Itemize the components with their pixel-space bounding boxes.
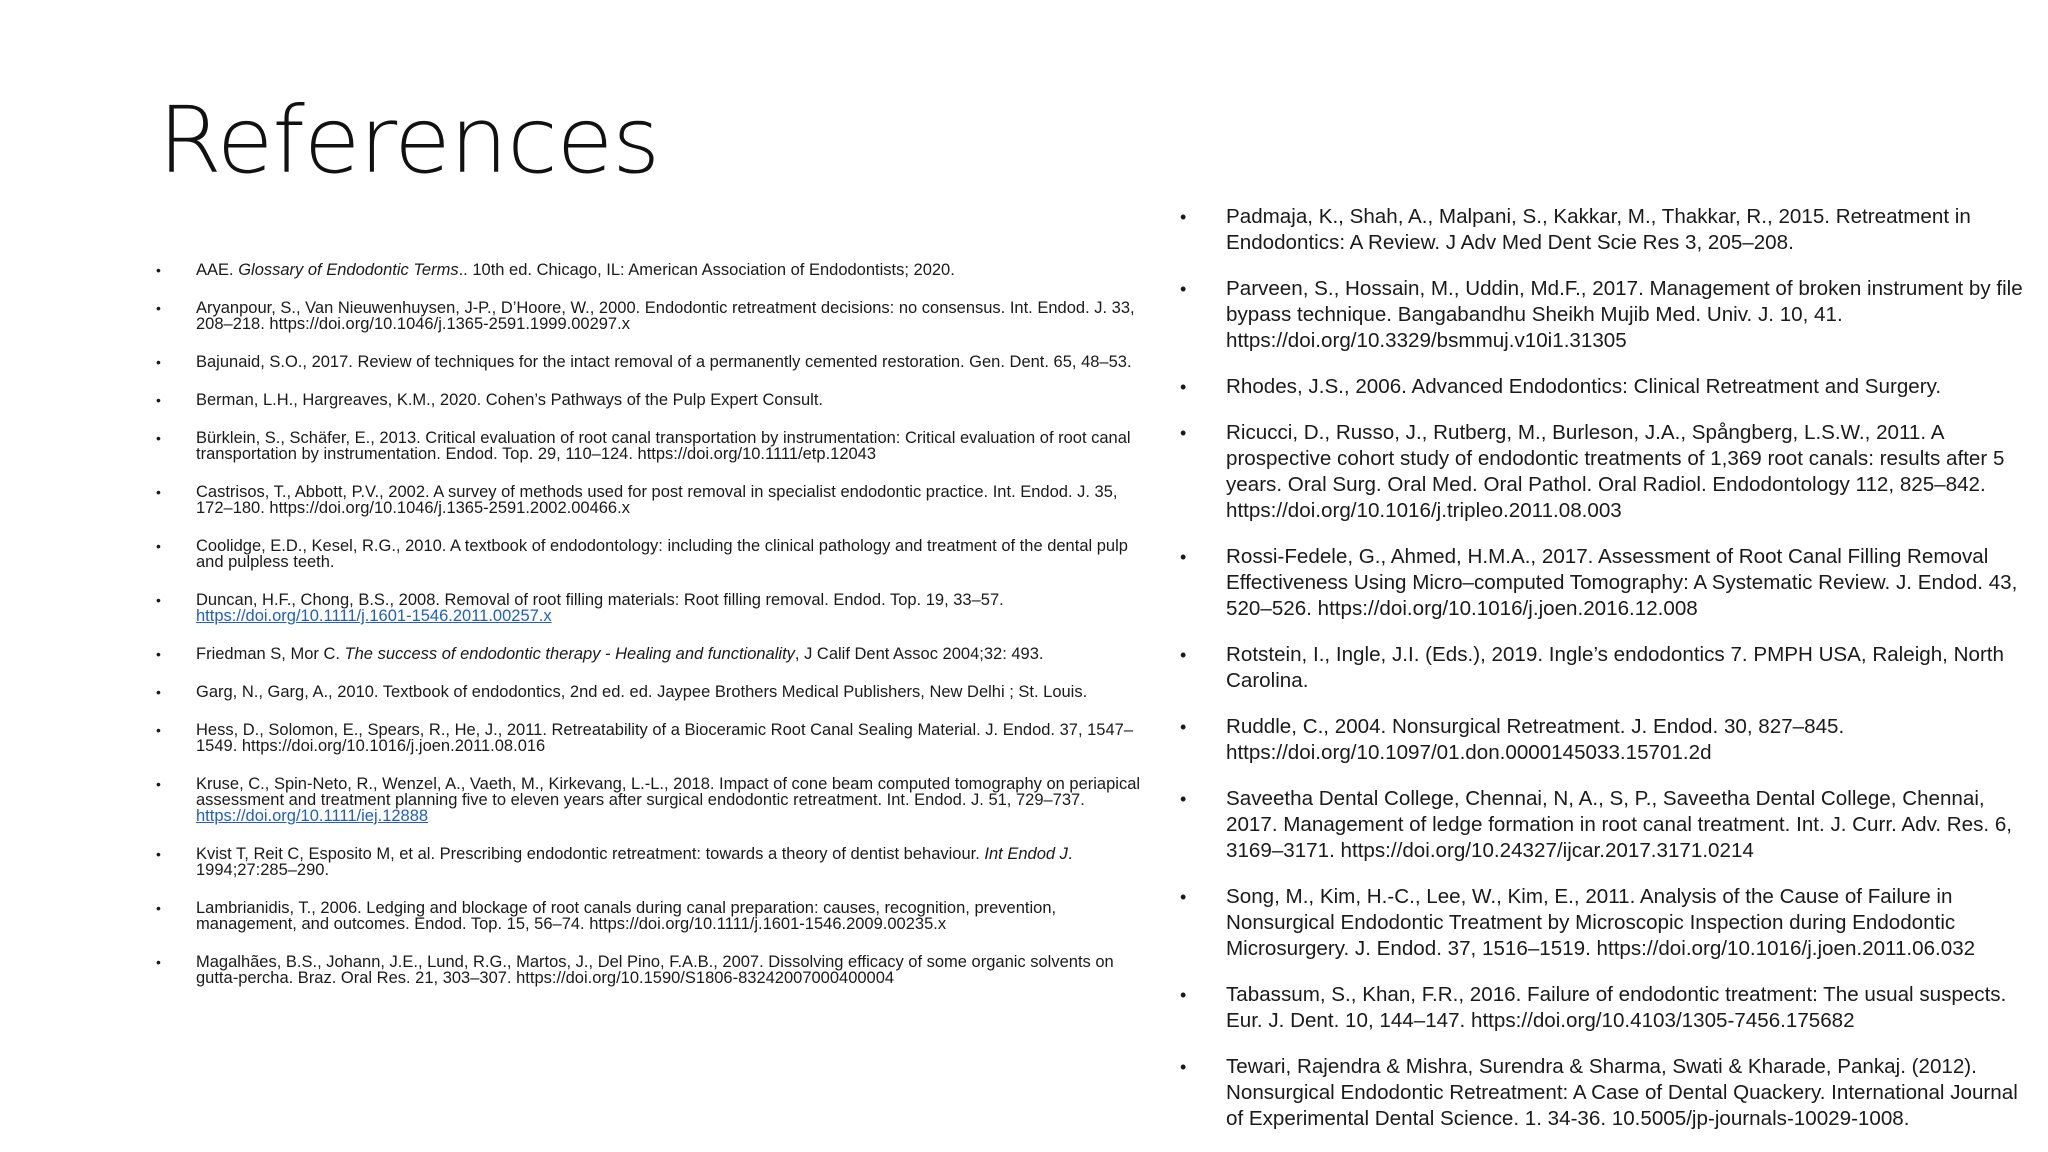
bullet-icon: • <box>156 484 161 500</box>
reference-text-end: . 1994;27:285–290. <box>196 845 1073 879</box>
bullet-icon: • <box>156 538 161 554</box>
bullet-icon: • <box>1180 207 1187 227</box>
reference-text: Rotstein, I., Ingle, J.I. (Eds.), 2019. Ingle’s endodontics 7. PMPH USA, Raleigh, North Carolina. <box>1226 643 2004 692</box>
reference-text: Lambrianidis, T., 2006. Ledging and blockage of root canals during canal preparation: causes, recognition, prevention, management, and outcomes. Endod. Top. 15, 56–74. https://doi.org/10.1111/j.1601-1546.2009.00235.x <box>196 899 1057 933</box>
reference-text: Magalhães, B.S., Johann, J.E., Lund, R.G., Martos, J., Del Pino, F.A.B., 2007. Dissolving efficacy of some organic solvents on gutta-percha. Braz. Oral Res. 21, 303–307. https://doi.org/10.1590/S1806-83242007000400004 <box>196 953 1114 987</box>
reference-text: Kvist T, Reit C, Esposito M, et al. Prescribing endodontic retreatment: towards a theory of dentist behaviour. <box>196 845 985 863</box>
bullet-icon: • <box>1180 547 1187 567</box>
reference-item <box>156 776 1156 824</box>
reference-item <box>1180 884 2040 962</box>
reference-item <box>1180 420 2040 524</box>
reference-item <box>1180 1054 2040 1132</box>
references-list-left <box>156 262 1156 1008</box>
reference-text: Kruse, C., Spin-Neto, R., Wenzel, A., Vaeth, M., Kirkevang, L.-L., 2018. Impact of cone beam computed tomography on periapical assessment and treatment planning five to eleven years after surgical endodontic retreatment. Int. Endod. J. 51, 729–737. <box>196 775 1141 809</box>
bullet-icon: • <box>156 300 161 316</box>
reference-item <box>1180 982 2040 1034</box>
reference-italic-text: Int Endod J <box>984 845 1068 863</box>
reference-text: Ricucci, D., Russo, J., Rutberg, M., Burleson, J.A., Spångberg, L.S.W., 2011. A prospective cohort study of endodontic treatments of 1,369 root canals: results after 5 years. Oral Surg. Oral Med. Oral Pathol. Oral Radiol. Endodontology 112, 825–842. https://doi.org/10.1016/j.tripleo.2011.08.003 <box>1226 421 2005 522</box>
reference-item <box>156 900 1156 932</box>
reference-item <box>156 954 1156 986</box>
bullet-icon: • <box>1180 645 1187 665</box>
bullet-icon: • <box>1180 717 1187 737</box>
reference-doi-link[interactable]: https://doi.org/10.1111/iej.12888 <box>196 807 429 825</box>
reference-text: Coolidge, E.D., Kesel, R.G., 2010. A textbook of endodontology: including the clinical pathology and treatment of the dental pulp and pulpless teeth. <box>196 537 1128 571</box>
bullet-icon: • <box>156 776 161 792</box>
reference-text: Padmaja, K., Shah, A., Malpani, S., Kakkar, M., Thakkar, R., 2015. Retreatment in Endodontics: A Review. J Adv Med Dent Scie Res 3, 205–208. <box>1226 205 1971 254</box>
bullet-icon: • <box>156 954 161 970</box>
bullet-icon: • <box>1180 789 1187 809</box>
reference-item <box>1180 276 2040 354</box>
bullet-icon: • <box>156 900 161 916</box>
bullet-icon: • <box>156 592 161 608</box>
reference-item <box>156 392 1156 408</box>
reference-text: Tabassum, S., Khan, F.R., 2016. Failure of endodontic treatment: The usual suspects. Eur. J. Dent. 10, 144–147. https://doi.org/10.4103/1305-7456.175682 <box>1226 983 2007 1032</box>
reference-text: Rhodes, J.S., 2006. Advanced Endodontics: Clinical Retreatment and Surgery. <box>1226 375 1942 398</box>
reference-text: Tewari, Rajendra & Mishra, Surendra & Sharma, Swati & Kharade, Pankaj. (2012). Nonsurgical Endodontic Retreatment: A Case of Dental Quackery. International Journal of Experimental Dental Science. 1. 34-36. 10.5005/jp-journals-10029-1008. <box>1226 1055 2018 1130</box>
reference-text: Garg, N., Garg, A., 2010. Textbook of endodontics, 2nd ed. ed. Jaypee Brothers Medical Publishers, New Delhi ; St. Louis. <box>196 683 1088 701</box>
bullet-icon: • <box>156 646 161 662</box>
bullet-icon: • <box>1180 423 1187 443</box>
bullet-icon: • <box>1180 279 1187 299</box>
reference-italic-text: The success of endodontic therapy - Healing and functionality <box>344 645 795 663</box>
reference-text: Ruddle, C., 2004. Nonsurgical Retreatment. J. Endod. 30, 827–845. https://doi.org/10.1097/01.don.0000145033.15701.2d <box>1226 715 1845 764</box>
reference-item <box>156 484 1156 516</box>
slide-title: References <box>158 87 660 194</box>
reference-item <box>156 262 1156 278</box>
reference-item <box>156 646 1156 662</box>
reference-text: Parveen, S., Hossain, M., Uddin, Md.F., 2017. Management of broken instrument by file bypass technique. Bangabandhu Sheikh Mujib Med. Univ. J. 10, 41. https://doi.org/10.3329/bsmmuj.v10i1.31305 <box>1226 277 2023 352</box>
bullet-icon: • <box>1180 1057 1187 1077</box>
reference-text: Rossi-Fedele, G., Ahmed, H.M.A., 2017. Assessment of Root Canal Filling Removal Effectiveness Using Micro–computed Tomography: A Systematic Review. J. Endod. 43, 520–526. https://doi.org/10.1016/j.joen.2016.12.008 <box>1226 545 2018 620</box>
reference-item <box>156 354 1156 370</box>
reference-item <box>156 430 1156 462</box>
references-list-right <box>1180 204 2040 1152</box>
reference-text: Berman, L.H., Hargreaves, K.M., 2020. Cohen’s Pathways of the Pulp Expert Consult. <box>196 391 824 409</box>
reference-text: Hess, D., Solomon, E., Spears, R., He, J., 2011. Retreatability of a Bioceramic Root Canal Sealing Material. J. Endod. 37, 1547–1549. https://doi.org/10.1016/j.joen.2011.08.016 <box>196 721 1133 755</box>
reference-text: Bajunaid, S.O., 2017. Review of techniques for the intact removal of a permanently cemented restoration. Gen. Dent. 65, 48–53. <box>196 353 1132 371</box>
bullet-icon: • <box>156 722 161 738</box>
reference-text: Song, M., Kim, H.-C., Lee, W., Kim, E., 2011. Analysis of the Cause of Failure in Nonsurgical Endodontic Treatment by Microscopic Inspection during Endodontic Microsurgery. J. Endod. 37, 1516–1519. https://doi.org/10.1016/j.joen.2011.06.032 <box>1226 885 1976 960</box>
reference-item <box>156 300 1156 332</box>
bullet-icon: • <box>1180 985 1187 1005</box>
reference-text: Bürklein, S., Schäfer, E., 2013. Critical evaluation of root canal transportation by instrumentation: Critical evaluation of root canal transportation by instrumentation. Endod. Top. 29, 110–124. https://doi.org/10.1111/etp.12043 <box>196 429 1131 463</box>
reference-item <box>156 846 1156 878</box>
reference-item <box>156 592 1156 624</box>
reference-doi-link[interactable]: https://doi.org/10.1111/j.1601-1546.2011.00257.x <box>196 607 552 625</box>
reference-item <box>1180 642 2040 694</box>
bullet-icon: • <box>156 392 161 408</box>
bullet-icon: • <box>156 846 161 862</box>
reference-item <box>156 538 1156 570</box>
bullet-icon: • <box>156 262 161 278</box>
bullet-icon: • <box>156 354 161 370</box>
bullet-icon: • <box>156 684 161 700</box>
reference-item <box>1180 786 2040 864</box>
reference-text: AAE. <box>196 261 239 279</box>
reference-item <box>156 722 1156 754</box>
reference-text: Castrisos, T., Abbott, P.V., 2002. A survey of methods used for post removal in specialist endodontic practice. Int. Endod. J. 35, 172–180. https://doi.org/10.1046/j.1365-2591.2002.00466.x <box>196 483 1118 517</box>
reference-text-end: , J Calif Dent Assoc 2004;32: 493. <box>794 645 1044 663</box>
reference-item <box>1180 204 2040 256</box>
bullet-icon: • <box>1180 377 1187 397</box>
reference-item <box>156 684 1156 700</box>
reference-item <box>1180 714 2040 766</box>
reference-item <box>1180 544 2040 622</box>
reference-italic-text: Glossary of Endodontic Terms <box>238 261 459 279</box>
reference-text: Duncan, H.F., Chong, B.S., 2008. Removal of root filling materials: Root filling removal. Endod. Top. 19, 33–57. <box>196 591 1004 609</box>
bullet-icon: • <box>156 430 161 446</box>
reference-item <box>1180 374 2040 400</box>
bullet-icon: • <box>1180 887 1187 907</box>
reference-text-end: .. 10th ed. Chicago, IL: American Association of Endodontists; 2020. <box>458 261 955 279</box>
reference-text: Friedman S, Mor C. <box>196 645 345 663</box>
reference-text: Saveetha Dental College, Chennai, N, A., S, P., Saveetha Dental College, Chennai, 2017. Management of ledge formation in root canal treatment. Int. J. Curr. Adv. Res. 6, 3169–3171. https://doi.org/10.24327/ijcar.2017.3171.0214 <box>1226 787 2013 862</box>
reference-text: Aryanpour, S., Van Nieuwenhuysen, J-P., D’Hoore, W., 2000. Endodontic retreatment decisions: no consensus. Int. Endod. J. 33, 208–218. https://doi.org/10.1046/j.1365-2591.1999.00297.x <box>196 299 1135 333</box>
